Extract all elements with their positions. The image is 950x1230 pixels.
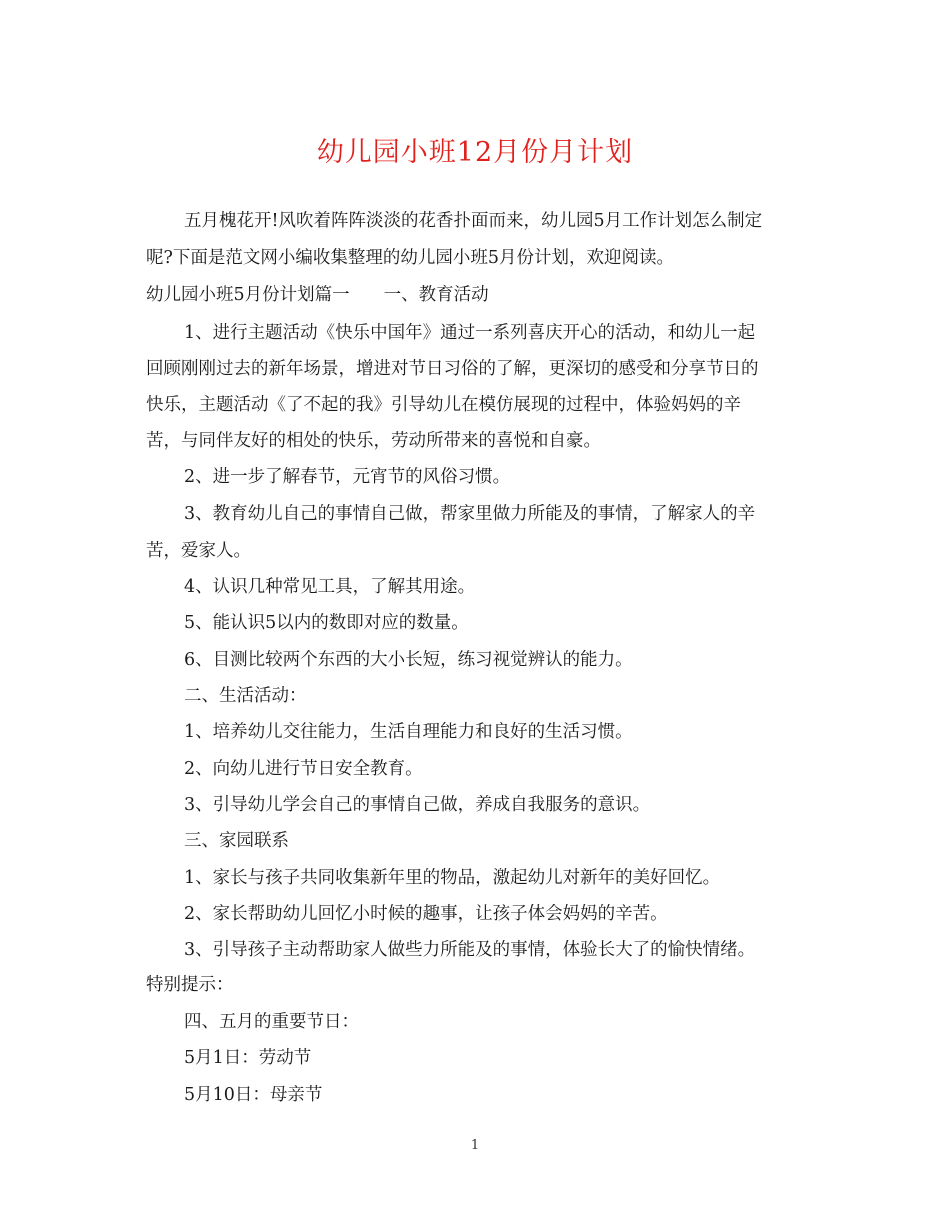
paragraph-line: 呢?下面是范文网小编收集整理的幼儿园小班5月份计划，欢迎阅读。	[146, 248, 675, 268]
paragraph-line: 苦，爱家人。	[146, 541, 251, 561]
section-heading: 幼儿园小班5月份计划篇一	[146, 285, 350, 305]
paragraph-line: 3、引导孩子主动帮助家人做些力所能及的事情，体验长大了的愉快情绪。	[184, 940, 756, 960]
paragraph-line: 1、进行主题活动《快乐中国年》通过一系列喜庆开心的活动，和幼儿一起	[184, 323, 756, 343]
page-title: 幼儿园小班12月份月计划	[316, 137, 634, 168]
paragraph-line: 4、认识几种常见工具，了解其用途。	[184, 577, 476, 597]
paragraph-line: 1、家长与孩子共同收集新年里的物品，激起幼儿对新年的美好回忆。	[184, 868, 721, 888]
paragraph-line: 2、家长帮助幼儿回忆小时候的趣事，让孩子体会妈妈的辛苦。	[184, 904, 668, 924]
paragraph-line: 苦，与同伴友好的相处的快乐，劳动所带来的喜悦和自豪。	[146, 431, 601, 451]
subsection-heading: 一、教育活动	[383, 285, 489, 305]
holiday-item: 5月1日：劳动节	[184, 1048, 312, 1068]
paragraph-line: 6、目测比较两个东西的大小长短，练习视觉辨认的能力。	[184, 650, 633, 670]
page-number: 1	[470, 1138, 480, 1153]
paragraph-line: 3、教育幼儿自己的事情自己做，帮家里做力所能及的事情，了解家人的辛	[184, 504, 756, 524]
section-heading-line	[146, 283, 489, 307]
paragraph-line: 2、进一步了解春节，元宵节的风俗习惯。	[184, 467, 511, 487]
holiday-item: 5月10日：母亲节	[184, 1085, 323, 1105]
section-heading: 三、家园联系	[184, 831, 289, 851]
paragraph-line: 1、培养幼儿交往能力，生活自理能力和良好的生活习惯。	[184, 722, 633, 742]
section-heading: 四、五月的重要节日：	[184, 1012, 359, 1032]
paragraph-line: 快乐，主题活动《了不起的我》引导幼儿在模仿展现的过程中，体验妈妈的辛	[146, 395, 741, 415]
paragraph-line: 3、引导幼儿学会自己的事情自己做，养成自我服务的意识。	[184, 795, 651, 815]
paragraph-line: 回顾刚刚过去的新年场景，增进对节日习俗的了解，更深切的感受和分享节日的	[146, 359, 759, 379]
section-heading: 二、生活活动：	[184, 686, 307, 706]
note-heading: 特别提示：	[146, 975, 234, 995]
paragraph-line: 五月槐花开!风吹着阵阵淡淡的花香扑面而来，幼儿园5月工作计划怎么制定	[184, 211, 763, 231]
paragraph-line: 5、能认识5以内的数即对应的数量。	[184, 613, 469, 633]
paragraph-line: 2、向幼儿进行节日安全教育。	[184, 759, 423, 779]
